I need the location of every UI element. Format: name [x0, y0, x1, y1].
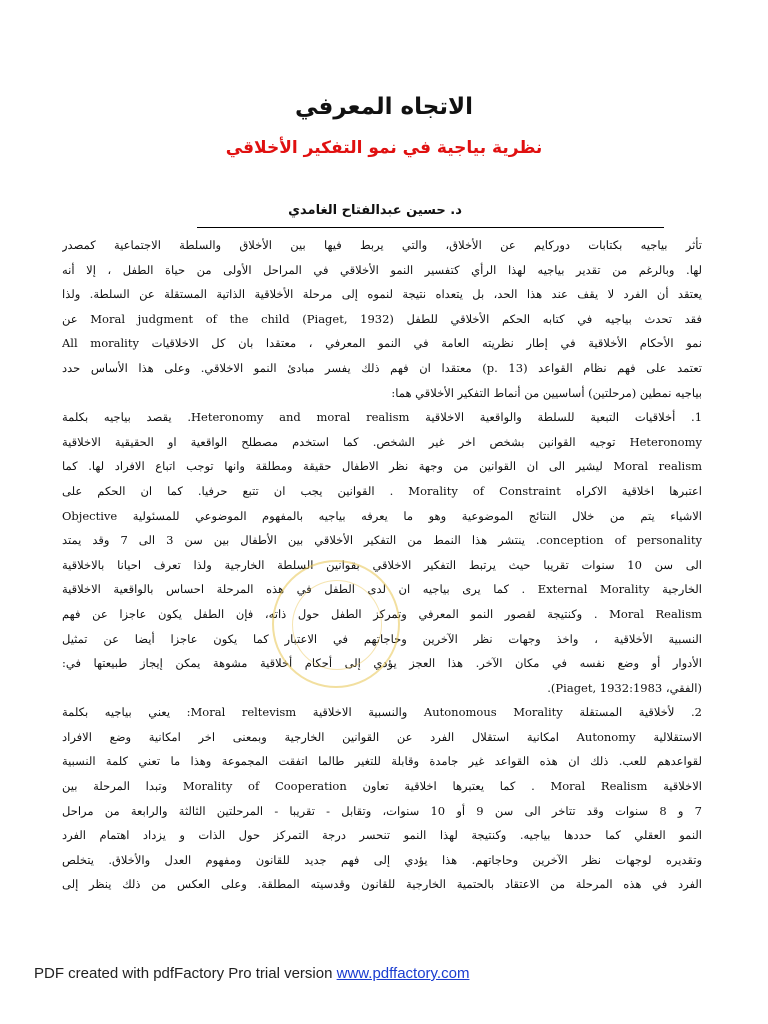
body-line: تعتمد على فهم نظام القواعد (p. 13) معتقدا ان فهم ذلك يفسر مبادئ النمو الاخلاقي. وعلى هذا الأساس حدد: [62, 360, 702, 375]
body-line: فقد تحدث بياجيه في كتابه الحكم الأخلاقي للطفل (Piaget, 1932) Moral judgment of the child عن: [62, 311, 702, 326]
page-title: الاتجاه المعرفي: [294, 94, 473, 120]
footer-link[interactable]: www.pdffactory.com: [336, 965, 470, 982]
author-underline-rule: [197, 227, 664, 228]
body-line: لها. وبالرغم من تقدير بياجيه لهذا الرأي كتفسير النمو الأخلاقي في المراحل الأولى من حياة الطفل ، إلا أنه: [62, 262, 702, 277]
body-line: تأثر بياجيه بكتابات دوركايم عن الأخلاق، والتي يربط فيها بين الأخلاق والسلطة الاجتماعية كمصدر: [62, 238, 702, 252]
body-text: [62, 233, 702, 897]
body-line: الخارجية External Morality . كما يرى بياجيه ان لدى الطفل في هذه المرحلة احساس بالواقعية الاخلاقية: [62, 582, 702, 597]
body-line: (الفقي، 1932:1983 ,Piaget).: [547, 680, 702, 695]
body-line: النسبية الأخلاقية ، واخذ وجهات نظر الآخرين وحاجاتهم في الاعتبار كما يكون عاجزا أيضا عن تمثيل: [62, 631, 702, 646]
body-line: الأدوار أو وضع نفسه في مكان الآخر. هذا العجز يؤدي إلى أحكام أخلاقية مشوهة يمكن إيجاز طبيعتها في:: [62, 656, 702, 671]
body-line: يعتقد أن الفرد لا يقف عند هذا الحد، بل يتعداه نتيجة لنموه إلى مرحلة الأخلاقية الذاتية المستقلة عن السلطة. ولذا: [62, 287, 702, 302]
body-line: النمو العقلي كما حددها بياجيه. وكنتيجة لهذا النمو تنحسر درجة التمركز حول الذات و يزداد اهتمام الفرد: [62, 828, 702, 843]
body-line: 2. لأخلاقية المستقلة Autonomous Morality والنسبية الاخلاقية Moral reltevism: يعني بياجيه بكلمة: [62, 705, 702, 720]
body-line: لقواعدهم للعب. ذلك ان هذه القواعد غير جامدة وقابلة للتغير طالما اتفقت المجموعة وهذا ما تعني كلمة النسبية: [62, 754, 702, 769]
body-line: Moral realism ليشير الى ان القوانين من وجهة نظر الاطفال حقيقة ومطلقة وانها توجب اتباع الافراد لها. كما: [62, 459, 702, 474]
body-line: Heteronomy توجيه القوانين بشخص اخر غير الشخص. كما استخدم مصطلح الواقعية او الحقيقية الاخلاقية: [62, 434, 702, 449]
body-line: conception of personality. ينتشر هذا النمط من التفكير الأخلاقي بين الأطفال بين سن 3 الى 7 وقد يمتد: [62, 533, 702, 548]
body-line: الاخلاقية Moral Realism . كما يعتبرها اخلاقية تعاون Morality of Cooperation وتبدا المرحلة بين: [62, 779, 702, 794]
footer-text: PDF created with pdfFactory Pro trial version: [34, 965, 337, 982]
body-line: وتقديره لوجهات نظر الآخرين وحاجاتهم. هذا يؤدي إلى فهم جديد للقانون ومفهوم العدل والأخلاق. يتخلص: [62, 852, 702, 867]
body-line: الفرد في هذه المرحلة من الاعتقاد بالحتمية الخارجية للقانون وقدسيته المطلقة. وعلى العكس من ذلك ينظر إلى: [62, 877, 702, 892]
author-name: د. حسين عبدالفتاح الغامدي: [288, 203, 462, 218]
body-line: اعتبرها اخلاقية الاكراه Morality of Constraint . القوانين يجب ان تتبع حرفيا. كما ان الحكم على: [62, 483, 702, 498]
body-line: نمو الأحكام الأخلاقية في إطار نظريته العامة في النمو المعرفي ، معتقدا بان كل الاخلاقيات All morality: [62, 336, 702, 351]
body-line: 7 و 8 سنوات وقد تتاخر الى سن 9 أو 10 سنوات، وتقابل - تقريبا - المرحلتين الثالثة والرابعة من مراحل: [62, 803, 702, 818]
body-line: الى سن 10 سنوات تقريبا حيث يرتبط التفكير الاخلاقي بقوانين السلطة الخارجية ولذا تعرف احيانا بالاخلاقية: [62, 557, 702, 572]
body-line: الاشياء يتم من خلال النتائج الموضوعية وهو ما يعرفه بياجيه بالمفهوم الموضوعي للمسئولية Objective: [62, 508, 702, 523]
body-line: الاستقلالية Autonomy امكانية استقلال الفرد عن القوانين الخارجية وبمعنى اخر امكانية وضع الافراد: [62, 729, 702, 744]
body-line: Moral Realism . وكنتيجة لقصور النمو المعرفي وتمركز الطفل حول ذاته، فإن الطفل يكون عاجزا عن فهم: [62, 606, 702, 621]
pdf-footer: [34, 965, 469, 982]
body-line: بياجيه نمطين (مرحلتين) أساسيين من أنماط التفكير الأخلاقي هما:: [391, 385, 702, 400]
page-subtitle: نظرية بياجية في نمو التفكير الأخلاقي: [225, 138, 543, 158]
body-line: 1. أخلاقيات التبعية للسلطة والواقعية الاخلاقية Heteronomy and moral realism. يقصد بياجيه بكلمة: [62, 410, 702, 425]
